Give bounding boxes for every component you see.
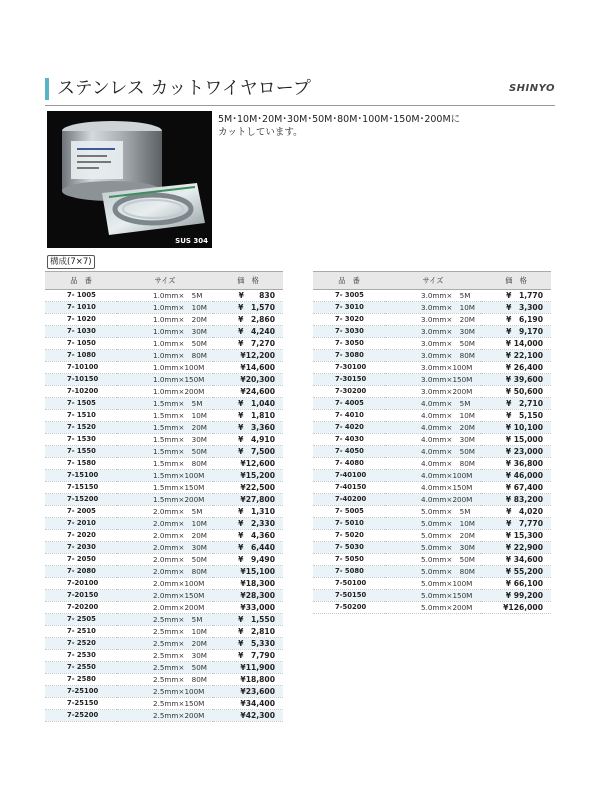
price-cell: ¥ 2,330 bbox=[213, 518, 283, 530]
price-cell: ¥18,800 bbox=[213, 674, 283, 686]
wire-rope-reel-image bbox=[47, 111, 212, 248]
table-row bbox=[313, 470, 551, 482]
product-code-cell: 7- 1505 bbox=[45, 398, 117, 410]
description-line-1: 5M･10M･20M･30M･50M･80M･100M･150M･200Mに bbox=[218, 114, 461, 125]
size-cell: 3.0mm×100M bbox=[385, 362, 481, 374]
table-row bbox=[45, 326, 283, 338]
table-row bbox=[313, 554, 551, 566]
table-row bbox=[45, 650, 283, 662]
size-cell: 2.0mm× 30M bbox=[117, 542, 213, 554]
product-code-cell: 7- 2005 bbox=[45, 506, 117, 518]
page-title: ステンレス カットワイヤロープ bbox=[57, 78, 311, 99]
price-cell: ¥ 1,040 bbox=[213, 398, 283, 410]
size-cell: 2.0mm×150M bbox=[117, 590, 213, 602]
price-cell: ¥ 15,300 bbox=[481, 530, 551, 542]
column-header-size: サイズ bbox=[117, 272, 213, 290]
product-code-cell: 7-30100 bbox=[313, 362, 385, 374]
product-code-cell: 7-25150 bbox=[45, 698, 117, 710]
table-row bbox=[45, 458, 283, 470]
product-code-cell: 7- 1050 bbox=[45, 338, 117, 350]
product-code-cell: 7-50200 bbox=[313, 602, 385, 614]
table-row bbox=[45, 362, 283, 374]
table-row bbox=[313, 410, 551, 422]
table-row bbox=[45, 506, 283, 518]
size-cell: 2.5mm× 20M bbox=[117, 638, 213, 650]
product-code-cell: 7- 5030 bbox=[313, 542, 385, 554]
product-code-cell: 7-30150 bbox=[313, 374, 385, 386]
size-cell: 3.0mm× 20M bbox=[385, 314, 481, 326]
price-cell: ¥11,900 bbox=[213, 662, 283, 674]
table-row bbox=[313, 374, 551, 386]
product-code-cell: 7-20100 bbox=[45, 578, 117, 590]
table-row bbox=[45, 578, 283, 590]
column-header-price: 価 格 bbox=[481, 272, 551, 290]
size-cell: 5.0mm× 5M bbox=[385, 506, 481, 518]
size-cell: 3.0mm× 80M bbox=[385, 350, 481, 362]
price-cell: ¥ 15,000 bbox=[481, 434, 551, 446]
table-row bbox=[313, 350, 551, 362]
product-code-cell: 7- 1520 bbox=[45, 422, 117, 434]
size-cell: 4.0mm× 10M bbox=[385, 410, 481, 422]
price-cell: ¥15,200 bbox=[213, 470, 283, 482]
price-cell: ¥20,300 bbox=[213, 374, 283, 386]
product-code-cell: 7- 1550 bbox=[45, 446, 117, 458]
table-row bbox=[45, 314, 283, 326]
table-row bbox=[45, 434, 283, 446]
price-cell: ¥ 2,810 bbox=[213, 626, 283, 638]
table-row bbox=[313, 566, 551, 578]
price-cell: ¥ 3,360 bbox=[213, 422, 283, 434]
product-code-cell: 7- 4020 bbox=[313, 422, 385, 434]
product-code-cell: 7- 1510 bbox=[45, 410, 117, 422]
product-code-cell: 7-15150 bbox=[45, 482, 117, 494]
price-table-left bbox=[45, 271, 283, 722]
price-cell: ¥ 2,710 bbox=[481, 398, 551, 410]
description-line-2: カットしています。 bbox=[218, 127, 303, 138]
product-code-cell: 7- 4050 bbox=[313, 446, 385, 458]
product-code-cell: 7- 3010 bbox=[313, 302, 385, 314]
size-cell: 5.0mm× 10M bbox=[385, 518, 481, 530]
table-row bbox=[313, 314, 551, 326]
product-code-cell: 7- 2080 bbox=[45, 566, 117, 578]
size-cell: 2.0mm×100M bbox=[117, 578, 213, 590]
product-code-cell: 7-25100 bbox=[45, 686, 117, 698]
size-cell: 3.0mm×200M bbox=[385, 386, 481, 398]
price-cell: ¥ 4,360 bbox=[213, 530, 283, 542]
table-row bbox=[313, 542, 551, 554]
product-code-cell: 7- 4010 bbox=[313, 410, 385, 422]
size-cell: 3.0mm× 10M bbox=[385, 302, 481, 314]
price-cell: ¥ 830 bbox=[213, 290, 283, 302]
price-cell: ¥23,600 bbox=[213, 686, 283, 698]
price-cell: ¥ 6,190 bbox=[481, 314, 551, 326]
page-header bbox=[45, 76, 555, 104]
table-row bbox=[45, 410, 283, 422]
product-code-cell: 7-10100 bbox=[45, 362, 117, 374]
product-code-cell: 7- 3050 bbox=[313, 338, 385, 350]
header-divider bbox=[45, 105, 555, 106]
table-row bbox=[313, 482, 551, 494]
price-cell: ¥ 2,860 bbox=[213, 314, 283, 326]
table-row bbox=[313, 434, 551, 446]
size-cell: 2.5mm×100M bbox=[117, 686, 213, 698]
size-cell: 1.0mm× 20M bbox=[117, 314, 213, 326]
table-row bbox=[45, 554, 283, 566]
size-cell: 1.5mm× 30M bbox=[117, 434, 213, 446]
table-row bbox=[313, 590, 551, 602]
size-cell: 2.5mm×200M bbox=[117, 710, 213, 722]
size-cell: 5.0mm× 80M bbox=[385, 566, 481, 578]
table-row bbox=[45, 686, 283, 698]
price-cell: ¥ 9,170 bbox=[481, 326, 551, 338]
price-cell: ¥ 10,100 bbox=[481, 422, 551, 434]
size-cell: 4.0mm×200M bbox=[385, 494, 481, 506]
table-body-right bbox=[313, 290, 551, 614]
table-row bbox=[45, 590, 283, 602]
product-code-cell: 7-20150 bbox=[45, 590, 117, 602]
price-table-right bbox=[313, 271, 551, 614]
table-body-left bbox=[45, 290, 283, 722]
size-cell: 1.5mm× 80M bbox=[117, 458, 213, 470]
size-cell: 3.0mm×150M bbox=[385, 374, 481, 386]
price-cell: ¥ 36,800 bbox=[481, 458, 551, 470]
table-row bbox=[45, 386, 283, 398]
table-row bbox=[313, 422, 551, 434]
table-row bbox=[45, 446, 283, 458]
table-row bbox=[45, 662, 283, 674]
table-header-row bbox=[45, 272, 283, 290]
price-cell: ¥ 7,770 bbox=[481, 518, 551, 530]
product-code-cell: 7-50100 bbox=[313, 578, 385, 590]
table-row bbox=[45, 710, 283, 722]
product-code-cell: 7-10150 bbox=[45, 374, 117, 386]
size-cell: 1.0mm× 50M bbox=[117, 338, 213, 350]
size-cell: 1.5mm× 10M bbox=[117, 410, 213, 422]
product-code-cell: 7- 4030 bbox=[313, 434, 385, 446]
product-code-cell: 7- 2050 bbox=[45, 554, 117, 566]
product-code-cell: 7-25200 bbox=[45, 710, 117, 722]
price-cell: ¥ 7,500 bbox=[213, 446, 283, 458]
size-cell: 1.5mm×150M bbox=[117, 482, 213, 494]
table-row bbox=[313, 446, 551, 458]
size-cell: 1.0mm× 30M bbox=[117, 326, 213, 338]
size-cell: 2.5mm× 10M bbox=[117, 626, 213, 638]
column-header-code: 品 番 bbox=[45, 272, 117, 290]
size-cell: 1.0mm× 80M bbox=[117, 350, 213, 362]
price-cell: ¥ 26,400 bbox=[481, 362, 551, 374]
table-row bbox=[313, 338, 551, 350]
product-code-cell: 7- 2505 bbox=[45, 614, 117, 626]
price-cell: ¥126,000 bbox=[481, 602, 551, 614]
product-code-cell: 7- 2580 bbox=[45, 674, 117, 686]
price-cell: ¥15,100 bbox=[213, 566, 283, 578]
price-cell: ¥ 7,270 bbox=[213, 338, 283, 350]
product-code-cell: 7- 1020 bbox=[45, 314, 117, 326]
product-code-cell: 7-15200 bbox=[45, 494, 117, 506]
price-cell: ¥ 1,810 bbox=[213, 410, 283, 422]
price-cell: ¥24,600 bbox=[213, 386, 283, 398]
price-cell: ¥ 9,490 bbox=[213, 554, 283, 566]
price-cell: ¥14,600 bbox=[213, 362, 283, 374]
size-cell: 4.0mm×100M bbox=[385, 470, 481, 482]
product-code-cell: 7-30200 bbox=[313, 386, 385, 398]
column-header-code: 品 番 bbox=[313, 272, 385, 290]
table-row bbox=[45, 338, 283, 350]
size-cell: 2.0mm× 5M bbox=[117, 506, 213, 518]
price-cell: ¥22,500 bbox=[213, 482, 283, 494]
size-cell: 4.0mm× 5M bbox=[385, 398, 481, 410]
table-row bbox=[313, 326, 551, 338]
product-code-cell: 7-20200 bbox=[45, 602, 117, 614]
price-cell: ¥ 55,200 bbox=[481, 566, 551, 578]
product-code-cell: 7- 5050 bbox=[313, 554, 385, 566]
price-cell: ¥28,300 bbox=[213, 590, 283, 602]
size-cell: 1.0mm× 10M bbox=[117, 302, 213, 314]
product-code-cell: 7- 3020 bbox=[313, 314, 385, 326]
table-row bbox=[45, 626, 283, 638]
table-row bbox=[45, 374, 283, 386]
table-row bbox=[45, 494, 283, 506]
product-code-cell: 7- 2530 bbox=[45, 650, 117, 662]
table-row bbox=[313, 386, 551, 398]
table-row bbox=[313, 302, 551, 314]
product-photo bbox=[47, 111, 212, 248]
price-cell: ¥ 6,440 bbox=[213, 542, 283, 554]
price-cell: ¥ 1,770 bbox=[481, 290, 551, 302]
price-cell: ¥ 7,790 bbox=[213, 650, 283, 662]
table-row bbox=[313, 362, 551, 374]
table-row bbox=[45, 542, 283, 554]
size-cell: 5.0mm×150M bbox=[385, 590, 481, 602]
size-cell: 1.5mm×100M bbox=[117, 470, 213, 482]
price-cell: ¥18,300 bbox=[213, 578, 283, 590]
size-cell: 1.5mm× 50M bbox=[117, 446, 213, 458]
product-code-cell: 7- 3080 bbox=[313, 350, 385, 362]
price-cell: ¥ 5,330 bbox=[213, 638, 283, 650]
price-cell: ¥ 1,570 bbox=[213, 302, 283, 314]
size-cell: 2.0mm× 50M bbox=[117, 554, 213, 566]
table-row bbox=[45, 530, 283, 542]
size-cell: 1.5mm× 20M bbox=[117, 422, 213, 434]
product-code-cell: 7-10200 bbox=[45, 386, 117, 398]
price-cell: ¥12,600 bbox=[213, 458, 283, 470]
price-cell: ¥34,400 bbox=[213, 698, 283, 710]
size-cell: 2.0mm×200M bbox=[117, 602, 213, 614]
product-code-cell: 7- 1530 bbox=[45, 434, 117, 446]
size-cell: 4.0mm× 50M bbox=[385, 446, 481, 458]
size-cell: 3.0mm× 30M bbox=[385, 326, 481, 338]
price-cell: ¥ 50,600 bbox=[481, 386, 551, 398]
product-code-cell: 7- 1030 bbox=[45, 326, 117, 338]
price-cell: ¥ 23,000 bbox=[481, 446, 551, 458]
size-cell: 2.0mm× 10M bbox=[117, 518, 213, 530]
table-row bbox=[45, 422, 283, 434]
price-cell: ¥ 4,240 bbox=[213, 326, 283, 338]
size-cell: 2.5mm× 30M bbox=[117, 650, 213, 662]
size-cell: 2.5mm×150M bbox=[117, 698, 213, 710]
product-code-cell: 7-40200 bbox=[313, 494, 385, 506]
price-cell: ¥ 39,600 bbox=[481, 374, 551, 386]
size-cell: 1.0mm× 5M bbox=[117, 290, 213, 302]
size-cell: 5.0mm×100M bbox=[385, 578, 481, 590]
product-code-cell: 7- 2550 bbox=[45, 662, 117, 674]
price-cell: ¥ 14,000 bbox=[481, 338, 551, 350]
size-cell: 1.0mm×150M bbox=[117, 374, 213, 386]
size-cell: 1.5mm× 5M bbox=[117, 398, 213, 410]
product-code-cell: 7- 3005 bbox=[313, 290, 385, 302]
table-row bbox=[45, 602, 283, 614]
product-code-cell: 7- 4080 bbox=[313, 458, 385, 470]
table-row bbox=[45, 398, 283, 410]
price-cell: ¥42,300 bbox=[213, 710, 283, 722]
product-code-cell: 7- 2510 bbox=[45, 626, 117, 638]
size-cell: 5.0mm× 20M bbox=[385, 530, 481, 542]
price-cell: ¥ 5,150 bbox=[481, 410, 551, 422]
price-cell: ¥ 99,200 bbox=[481, 590, 551, 602]
table-row bbox=[313, 518, 551, 530]
size-cell: 5.0mm× 30M bbox=[385, 542, 481, 554]
size-cell: 1.0mm×200M bbox=[117, 386, 213, 398]
table-row bbox=[313, 602, 551, 614]
table-row bbox=[45, 614, 283, 626]
product-code-cell: 7- 1080 bbox=[45, 350, 117, 362]
brand-logo: SHINYO bbox=[508, 83, 555, 94]
price-cell: ¥ 4,910 bbox=[213, 434, 283, 446]
table-row bbox=[45, 518, 283, 530]
column-header-size: サイズ bbox=[385, 272, 481, 290]
product-description bbox=[218, 113, 460, 139]
table-row bbox=[45, 470, 283, 482]
product-code-cell: 7- 2010 bbox=[45, 518, 117, 530]
price-cell: ¥27,800 bbox=[213, 494, 283, 506]
table-row bbox=[45, 482, 283, 494]
size-cell: 2.0mm× 80M bbox=[117, 566, 213, 578]
table-row bbox=[313, 290, 551, 302]
size-cell: 2.5mm× 80M bbox=[117, 674, 213, 686]
price-cell: ¥33,000 bbox=[213, 602, 283, 614]
size-cell: 4.0mm×150M bbox=[385, 482, 481, 494]
construction-label: 構成(7×7) bbox=[47, 255, 95, 269]
product-code-cell: 7- 1005 bbox=[45, 290, 117, 302]
product-code-cell: 7- 5005 bbox=[313, 506, 385, 518]
product-code-cell: 7- 5010 bbox=[313, 518, 385, 530]
product-code-cell: 7- 5020 bbox=[313, 530, 385, 542]
size-cell: 4.0mm× 80M bbox=[385, 458, 481, 470]
price-cell: ¥ 34,600 bbox=[481, 554, 551, 566]
table-row bbox=[313, 398, 551, 410]
product-code-cell: 7- 4005 bbox=[313, 398, 385, 410]
product-code-cell: 7- 5080 bbox=[313, 566, 385, 578]
size-cell: 2.5mm× 50M bbox=[117, 662, 213, 674]
size-cell: 3.0mm× 5M bbox=[385, 290, 481, 302]
size-cell: 1.5mm×200M bbox=[117, 494, 213, 506]
table-row bbox=[45, 638, 283, 650]
price-cell: ¥ 46,000 bbox=[481, 470, 551, 482]
title-accent-bar bbox=[45, 78, 49, 100]
price-cell: ¥ 4,020 bbox=[481, 506, 551, 518]
product-code-cell: 7-40150 bbox=[313, 482, 385, 494]
material-badge: SUS 304 bbox=[175, 237, 208, 245]
product-code-cell: 7- 3030 bbox=[313, 326, 385, 338]
table-header-row bbox=[313, 272, 551, 290]
product-code-cell: 7- 1010 bbox=[45, 302, 117, 314]
product-code-cell: 7- 2520 bbox=[45, 638, 117, 650]
table-row bbox=[313, 530, 551, 542]
price-cell: ¥ 83,200 bbox=[481, 494, 551, 506]
product-code-cell: 7- 1580 bbox=[45, 458, 117, 470]
table-row bbox=[313, 578, 551, 590]
size-cell: 2.0mm× 20M bbox=[117, 530, 213, 542]
size-cell: 5.0mm× 50M bbox=[385, 554, 481, 566]
table-row bbox=[45, 350, 283, 362]
price-cell: ¥ 1,310 bbox=[213, 506, 283, 518]
table-row bbox=[45, 674, 283, 686]
size-cell: 4.0mm× 20M bbox=[385, 422, 481, 434]
size-cell: 5.0mm×200M bbox=[385, 602, 481, 614]
price-cell: ¥ 66,100 bbox=[481, 578, 551, 590]
product-code-cell: 7- 2020 bbox=[45, 530, 117, 542]
size-cell: 4.0mm× 30M bbox=[385, 434, 481, 446]
price-cell: ¥ 22,100 bbox=[481, 350, 551, 362]
price-cell: ¥ 3,300 bbox=[481, 302, 551, 314]
table-row bbox=[45, 302, 283, 314]
product-code-cell: 7-50150 bbox=[313, 590, 385, 602]
table-row bbox=[45, 290, 283, 302]
product-code-cell: 7- 2030 bbox=[45, 542, 117, 554]
table-row bbox=[313, 506, 551, 518]
table-row bbox=[45, 698, 283, 710]
table-row bbox=[313, 494, 551, 506]
column-header-price: 価 格 bbox=[213, 272, 283, 290]
price-cell: ¥12,200 bbox=[213, 350, 283, 362]
size-cell: 3.0mm× 50M bbox=[385, 338, 481, 350]
table-row bbox=[313, 458, 551, 470]
table-row bbox=[45, 566, 283, 578]
price-cell: ¥ 1,550 bbox=[213, 614, 283, 626]
size-cell: 2.5mm× 5M bbox=[117, 614, 213, 626]
price-cell: ¥ 67,400 bbox=[481, 482, 551, 494]
price-cell: ¥ 22,900 bbox=[481, 542, 551, 554]
size-cell: 1.0mm×100M bbox=[117, 362, 213, 374]
product-code-cell: 7-15100 bbox=[45, 470, 117, 482]
product-code-cell: 7-40100 bbox=[313, 470, 385, 482]
